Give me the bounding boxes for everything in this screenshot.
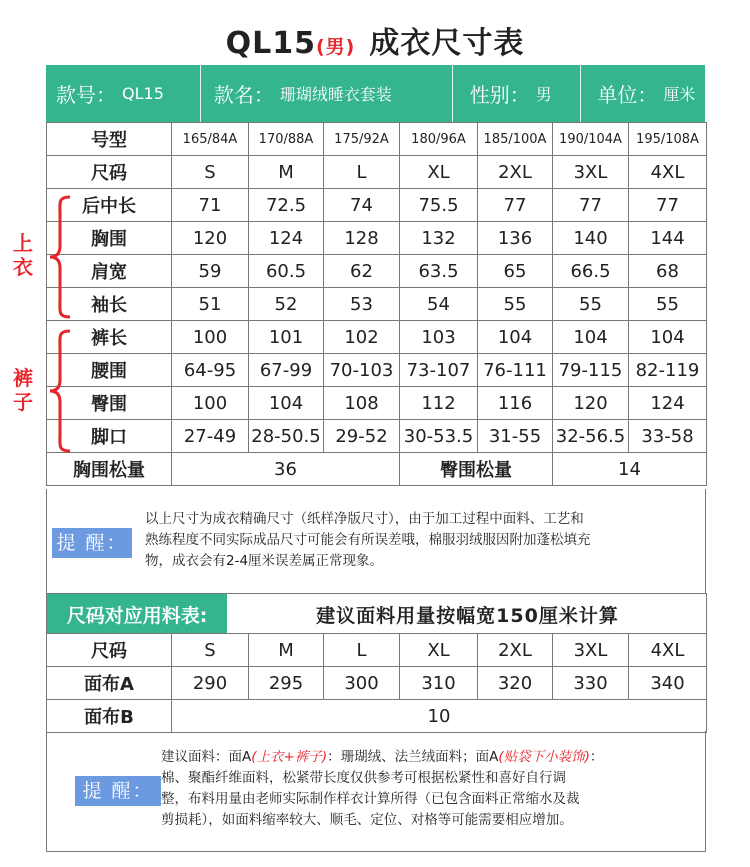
- fabric-reminder-badge: 提 醒：: [75, 776, 161, 806]
- unit-label: 单位：: [597, 83, 658, 107]
- model-cell: 165/84A: [172, 123, 249, 156]
- measurement-value: 77: [478, 189, 553, 222]
- measurement-value: 100: [172, 321, 249, 354]
- size-header: 尺码: [47, 156, 172, 189]
- measurement-value: 62: [324, 255, 400, 288]
- fabric-line-part: ：: [589, 749, 604, 765]
- measurement-value: 120: [172, 222, 249, 255]
- style-no-cell: [46, 65, 201, 122]
- measurement-value: 71: [172, 189, 249, 222]
- gender-label: 性别：: [469, 83, 530, 107]
- model-row: [47, 123, 707, 156]
- fabric-b-value: 10: [172, 700, 707, 733]
- chest-ease-label: 胸围松量: [47, 453, 172, 486]
- measurement-value: 73-107: [400, 354, 478, 387]
- style-no-value: QL15: [122, 84, 164, 103]
- size-cell: 3XL: [553, 156, 629, 189]
- measurement-value: 104: [478, 321, 553, 354]
- measurement-value: 77: [629, 189, 707, 222]
- fabric-label: 尺码对应用料表:: [47, 594, 227, 634]
- top-brace-icon: [46, 194, 74, 320]
- measurement-label: 腰围: [47, 354, 172, 387]
- fabric-size-cell: XL: [400, 634, 478, 667]
- measurement-value: 77: [553, 189, 629, 222]
- measurement-value: 102: [324, 321, 400, 354]
- measurement-label: 胸围: [47, 222, 172, 255]
- top-group-text: 上衣: [13, 231, 33, 279]
- measurement-label: 肩宽: [47, 255, 172, 288]
- chest-ease-value: 36: [172, 453, 400, 486]
- measurement-value: 120: [553, 387, 629, 420]
- measurement-value: 52: [249, 288, 324, 321]
- size-cell: M: [249, 156, 324, 189]
- reminder-line: 以上尺寸为成衣精确尺寸（纸样净版尺寸），由于加工过程中面料、工艺和: [145, 511, 584, 527]
- measurement-value: 55: [629, 288, 707, 321]
- size-table: [46, 122, 707, 486]
- fabric-header: [46, 593, 707, 634]
- fabric-line-part: ：珊瑚绒、法兰绒面料；面A: [327, 749, 499, 765]
- style-no-label: 款号：: [56, 83, 116, 107]
- measurement-value: 108: [324, 387, 400, 420]
- reminder-box: [46, 489, 706, 594]
- measurement-value: 59: [172, 255, 249, 288]
- fabric-reminder-text: [161, 747, 701, 831]
- model-cell: 185/100A: [478, 123, 553, 156]
- unit-value: 厘米: [663, 85, 696, 104]
- title-gender: (男): [316, 36, 356, 58]
- measurement-value: 124: [629, 387, 707, 420]
- measurement-value: 60.5: [249, 255, 324, 288]
- measurement-value: 64-95: [172, 354, 249, 387]
- measurement-value: 65: [478, 255, 553, 288]
- top-measurements: [47, 189, 707, 321]
- measurement-value: 27-49: [172, 420, 249, 453]
- fabric-size-cell: 4XL: [629, 634, 707, 667]
- measurement-value: 112: [400, 387, 478, 420]
- model-cell: 195/108A: [629, 123, 707, 156]
- fabric-a-cell: 340: [629, 667, 707, 700]
- measurement-value: 79-115: [553, 354, 629, 387]
- gender-cell: [453, 65, 582, 122]
- style-name-label: 款名：: [213, 83, 274, 107]
- fabric-a-cell: 295: [249, 667, 324, 700]
- measurement-value: 132: [400, 222, 478, 255]
- measurement-row: [47, 222, 707, 255]
- model-cell: 190/104A: [553, 123, 629, 156]
- pants-brace-icon: [46, 328, 74, 454]
- measurement-label: 后中长: [47, 189, 172, 222]
- measurement-row: [47, 255, 707, 288]
- measurement-value: 101: [249, 321, 324, 354]
- hip-ease-label: 臀围松量: [400, 453, 553, 486]
- fabric-b-row: [47, 700, 707, 733]
- measurement-row: [47, 354, 707, 387]
- measurement-value: 104: [249, 387, 324, 420]
- measurement-row: [47, 420, 707, 453]
- measurement-value: 55: [553, 288, 629, 321]
- page-title: [0, 18, 750, 62]
- measurement-value: 53: [324, 288, 400, 321]
- measurement-value: 140: [553, 222, 629, 255]
- measurement-value: 29-52: [324, 420, 400, 453]
- fabric-size-cell: 3XL: [553, 634, 629, 667]
- fabric-size-header: 尺码: [47, 634, 172, 667]
- title-code: QL15: [225, 26, 316, 61]
- fabric-size-cell: L: [324, 634, 400, 667]
- pants-group-text: 裤子: [13, 366, 33, 414]
- pants-group-label: [12, 366, 34, 414]
- measurement-value: 28-50.5: [249, 420, 324, 453]
- measurement-value: 74: [324, 189, 400, 222]
- fabric-reminder-line: 棉、聚酯纤维面料，松紧带长度仅供参考可根据松紧性和喜好自行调: [161, 770, 566, 786]
- measurement-value: 100: [172, 387, 249, 420]
- measurement-value: 144: [629, 222, 707, 255]
- fabric-a-cell: 330: [553, 667, 629, 700]
- fabric-b-label: 面布B: [47, 700, 172, 733]
- model-cell: 180/96A: [400, 123, 478, 156]
- measurement-value: 124: [249, 222, 324, 255]
- measurement-value: 104: [629, 321, 707, 354]
- measurement-value: 116: [478, 387, 553, 420]
- measurement-row: [47, 189, 707, 222]
- measurement-value: 30-53.5: [400, 420, 478, 453]
- fabric-reminder-line: 整，布料用量由老师实际制作样衣计算所得（已包含面料正常缩水及裁: [161, 791, 580, 807]
- pants-measurements: [47, 321, 707, 453]
- ease-row: [47, 453, 707, 486]
- measurement-value: 63.5: [400, 255, 478, 288]
- measurement-label: 袖长: [47, 288, 172, 321]
- measurement-value: 67-99: [249, 354, 324, 387]
- fabric-size-cell: M: [249, 634, 324, 667]
- measurement-value: 33-58: [629, 420, 707, 453]
- fabric-a-row: [47, 667, 707, 700]
- fabric-line-highlight: (贴袋下小装饰): [498, 749, 590, 765]
- fabric-note: 建议面料用量按幅宽150厘米计算: [316, 604, 619, 627]
- hip-ease-value: 14: [553, 453, 707, 486]
- model-header: 号型: [47, 123, 172, 156]
- measurement-label: 脚口: [47, 420, 172, 453]
- model-cell: 175/92A: [324, 123, 400, 156]
- size-cell: L: [324, 156, 400, 189]
- measurement-label: 臀围: [47, 387, 172, 420]
- measurement-row: [47, 321, 707, 354]
- measurement-row: [47, 387, 707, 420]
- size-cell: 2XL: [478, 156, 553, 189]
- info-banner: [46, 65, 705, 122]
- measurement-value: 104: [553, 321, 629, 354]
- fabric-a-cell: 300: [324, 667, 400, 700]
- fabric-reminder-line: 剪损耗），如面料缩率较大、顺毛、定位、对格等可能需要相应增加。: [161, 812, 573, 828]
- gender-value: 男: [535, 85, 552, 104]
- fabric-a-cell: 290: [172, 667, 249, 700]
- fabric-reminder-box: [46, 731, 706, 852]
- model-cell: 170/88A: [249, 123, 324, 156]
- size-cell: XL: [400, 156, 478, 189]
- measurement-value: 128: [324, 222, 400, 255]
- measurement-value: 70-103: [324, 354, 400, 387]
- fabric-size-row: [47, 634, 707, 667]
- fabric-table: [46, 633, 707, 733]
- style-name-value: 珊瑚绒睡衣套装: [279, 85, 392, 104]
- measurement-row: [47, 288, 707, 321]
- reminder-line: 熟练程度不同实际成品尺寸可能会有所误差哦，棉服羽绒服因附加蓬松填充: [145, 532, 591, 548]
- fabric-size-cell: S: [172, 634, 249, 667]
- measurement-value: 31-55: [478, 420, 553, 453]
- size-row: [47, 156, 707, 189]
- measurement-value: 136: [478, 222, 553, 255]
- fabric-size-cell: 2XL: [478, 634, 553, 667]
- measurement-value: 54: [400, 288, 478, 321]
- measurement-value: 68: [629, 255, 707, 288]
- measurement-value: 51: [172, 288, 249, 321]
- size-cell: S: [172, 156, 249, 189]
- size-cell: 4XL: [629, 156, 707, 189]
- fabric-reminder-line: [161, 747, 701, 768]
- reminder-line: 物，成衣会有2-4厘米误差属正常现象。: [145, 553, 384, 569]
- top-group-label: [12, 231, 34, 279]
- measurement-value: 75.5: [400, 189, 478, 222]
- measurement-label: 裤长: [47, 321, 172, 354]
- fabric-a-cell: 310: [400, 667, 478, 700]
- reminder-text: [145, 509, 701, 572]
- fabric-line-highlight: (上衣+裤子): [251, 749, 328, 765]
- unit-cell: [581, 65, 705, 122]
- measurement-value: 76-111: [478, 354, 553, 387]
- measurement-value: 103: [400, 321, 478, 354]
- fabric-line-part: 建议面料：面A: [161, 749, 252, 765]
- measurement-value: 32-56.5: [553, 420, 629, 453]
- fabric-a-label: 面布A: [47, 667, 172, 700]
- measurement-value: 72.5: [249, 189, 324, 222]
- measurement-value: 82-119: [629, 354, 707, 387]
- title-name: 成衣尺寸表: [369, 26, 525, 61]
- measurement-value: 66.5: [553, 255, 629, 288]
- fabric-a-cell: 320: [478, 667, 553, 700]
- measurement-value: 55: [478, 288, 553, 321]
- style-name-cell: [201, 65, 453, 122]
- reminder-badge: 提 醒：: [52, 528, 132, 558]
